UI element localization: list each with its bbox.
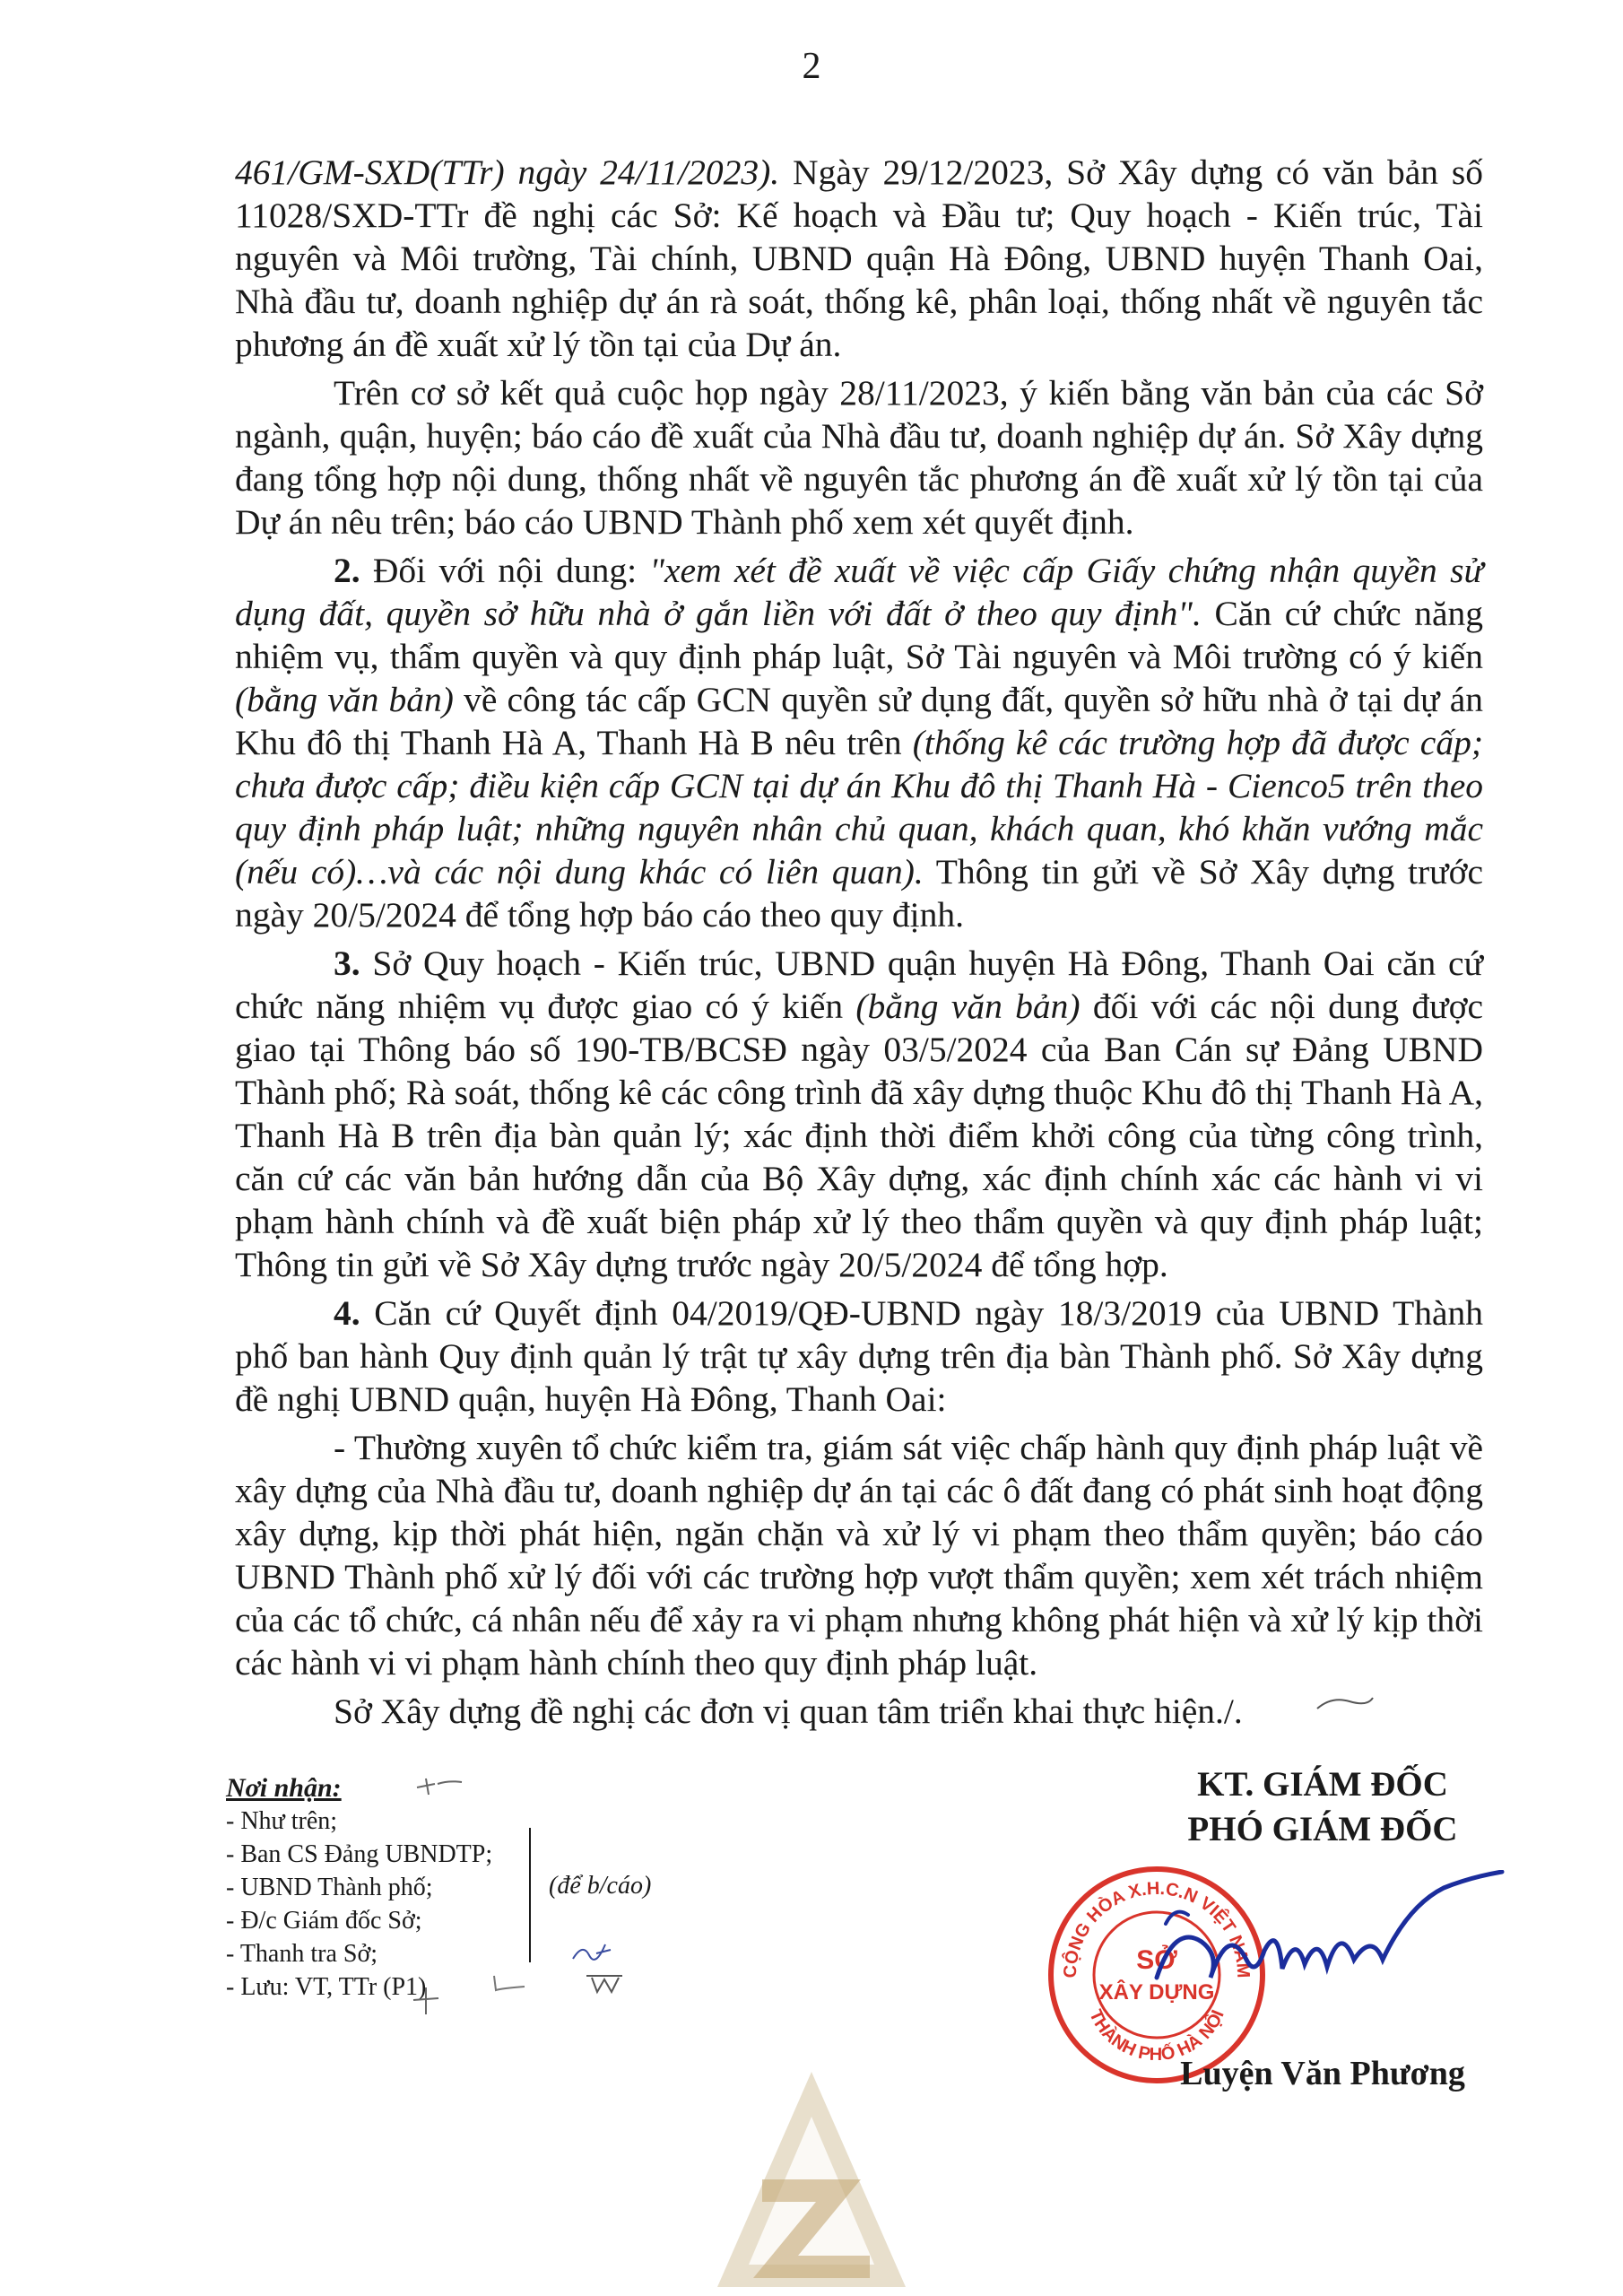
- recipients-list: [226, 1805, 728, 2004]
- recipient-item: - Thanh tra Sở;: [226, 1940, 378, 1968]
- initial-mark-icon: [489, 1969, 542, 1996]
- initial-mark-icon: [583, 1969, 628, 1996]
- recipients-block: [226, 1771, 728, 2004]
- report-note: (để b/cáo): [549, 1872, 652, 1900]
- signature-block: [986, 1762, 1623, 2092]
- paragraph-item-3: 3. Sở Quy hoạch - Kiến trúc, UBND quận huyện Hà Đông, Thanh Oai căn cứ chức năng nhiệm vụ được giao có ý kiến (bằng văn bản) đối với các nội dung được giao tại Thông báo số 190-TB/BCSĐ ngày 03/5/2024 của Ban Cán sự Đảng UBND Thành phố; Rà soát, thống kê các công trình đã xây dựng thuộc Khu đô thị Thanh Hà A, Thanh Hà B trên địa bàn quản lý; xác định thời điểm khởi công của từng công trình, căn cứ các văn bản hướng dẫn của Bộ Xây dựng, xác định chính xác các hành vi vi phạm hành chính và đề xuất biện pháp xử lý theo thẩm quyền và quy định pháp luật; Thông tin gửi về Sở Xây dựng trước ngày 20/5/2024 để tổng hợp.: [235, 944, 1483, 1284]
- closing-paragraph: Sở Xây dựng đề nghị các đơn vị quan tâm triển khai thực hiện./.: [334, 1692, 1243, 1731]
- recipient-item: - Ban CS Đảng UBNDTP;: [226, 1840, 493, 1868]
- signer-name: Luyện Văn Phương: [1180, 2055, 1465, 2092]
- signature-title: KT. GIÁM ĐỐC: [1197, 1765, 1448, 1804]
- logo-watermark-icon: [690, 2063, 933, 2296]
- signature-icon: [1148, 1870, 1506, 2013]
- initial-mark-icon: [408, 1982, 444, 2018]
- paragraph-2: Trên cơ sở kết quả cuộc họp ngày 28/11/2023, ý kiến bằng văn bản của các Sở ngành, quận, huyện; báo cáo đề xuất của Nhà đầu tư, doanh nghiệp dự án. Sở Xây dựng đang tổng hợp nội dung, thống nhất về nguyên tắc phương án đề xuất xử lý tồn tại của Dự án nêu trên; báo cáo UBND Thành phố xem xét quyết định.: [235, 373, 1483, 542]
- page-number: 2: [802, 46, 821, 87]
- svg-text:SỞ: SỞ: [1136, 1945, 1177, 1975]
- recipients-bracket: [529, 1828, 534, 1962]
- recipient-item: - Như trên;: [226, 1807, 338, 1835]
- svg-text:THÀNH PHỐ HÀ NỘI: THÀNH PHỐ HÀ NỘI: [1085, 2006, 1228, 2066]
- initial-mark-icon: [569, 1937, 614, 1964]
- paragraph-item-2: 2. Đối với nội dung: "xem xét đề xuất về việc cấp Giấy chứng nhận quyền sử dụng đất, quyền sở hữu nhà ở gắn liền với đất ở theo quy định". Căn cứ chức năng nhiệm vụ, thẩm quyền và quy định pháp luật, Sở Tài nguyên và Môi trường có ý kiến (bằng văn bản) về công tác cấp GCN quyền sử dụng đất, quyền sở hữu nhà ở tại dự án Khu đô thị Thanh Hà A, Thanh Hà B nêu trên (thống kê các trường hợp đã được cấp; chưa được cấp; điều kiện cấp GCN tại dự án Khu đô thị Thanh Hà - Cienco5 trên theo quy định pháp luật; những nguyên nhân chủ quan, khách quan, khó khăn vướng mắc (nếu có)…và các nội dung khác có liên quan). Thông tin gửi về Sở Xây dựng trước ngày 20/5/2024 để tổng hợp báo cáo theo quy định.: [235, 551, 1484, 935]
- initial-mark-icon: [412, 1771, 466, 1798]
- svg-text:XÂY DỰNG: XÂY DỰNG: [1098, 1980, 1215, 2005]
- paragraph-1: 461/GM-SXD(TTr) ngày 24/11/2023). Ngày 29/12/2023, Sở Xây dựng có văn bản số 11028/SXD-TTr đề nghị các Sở: Kế hoạch và Đầu tư; Quy hoạch - Kiến trúc, Tài nguyên và Môi trường, Tài chính, UBND quận Hà Đông, UBND huyện Thanh Oai, Nhà đầu tư, doanh nghiệp dự án rà soát, thống kê, phân loại, thống nhất về nguyên tắc phương án đề xuất xử lý tồn tại của Dự án.: [235, 152, 1484, 364]
- signature-subtitle: PHÓ GIÁM ĐỐC: [1187, 1810, 1458, 1848]
- initial-mark-icon: [1314, 1691, 1376, 1718]
- recipient-item: - UBND Thành phố;: [226, 1874, 433, 1901]
- recipient-item: - Lưu: VT, TTr (P1): [226, 1973, 427, 2001]
- svg-text:CỘNG HÒA X.H.C.N VIỆT NAM: CỘNG HÒA X.H.C.N VIỆT NAM: [1060, 1878, 1254, 1979]
- recipients-title: Nơi nhận:: [226, 1773, 342, 1803]
- paragraph-item-4: 4. Căn cứ Quyết định 04/2019/QĐ-UBND ngày 18/3/2019 của UBND Thành phố ban hành Quy định quản lý trật tự xây dựng trên địa bàn Thành phố. Sở Xây dựng đề nghị UBND quận, huyện Hà Đông, Thanh Oai:: [235, 1293, 1483, 1419]
- letter-body: [235, 151, 1483, 1733]
- paragraph-bullet: - Thường xuyên tổ chức kiểm tra, giám sát việc chấp hành quy định pháp luật về xây dựng của Nhà đầu tư, doanh nghiệp dự án tại các ô đất đang có phát sinh hoạt động xây dựng, kịp thời phát hiện, ngăn chặn và xử lý vi phạm theo thẩm quyền; báo cáo UBND Thành phố xử lý đối với các trường hợp vượt thẩm quyền; xem xét trách nhiệm của các tổ chức, cá nhân nếu để xảy ra vi phạm nhưng không phát hiện và xử lý kịp thời các hành vi vi phạm hành chính theo quy định pháp luật.: [235, 1428, 1483, 1683]
- recipient-item: - Đ/c Giám đốc Sở;: [226, 1907, 422, 1935]
